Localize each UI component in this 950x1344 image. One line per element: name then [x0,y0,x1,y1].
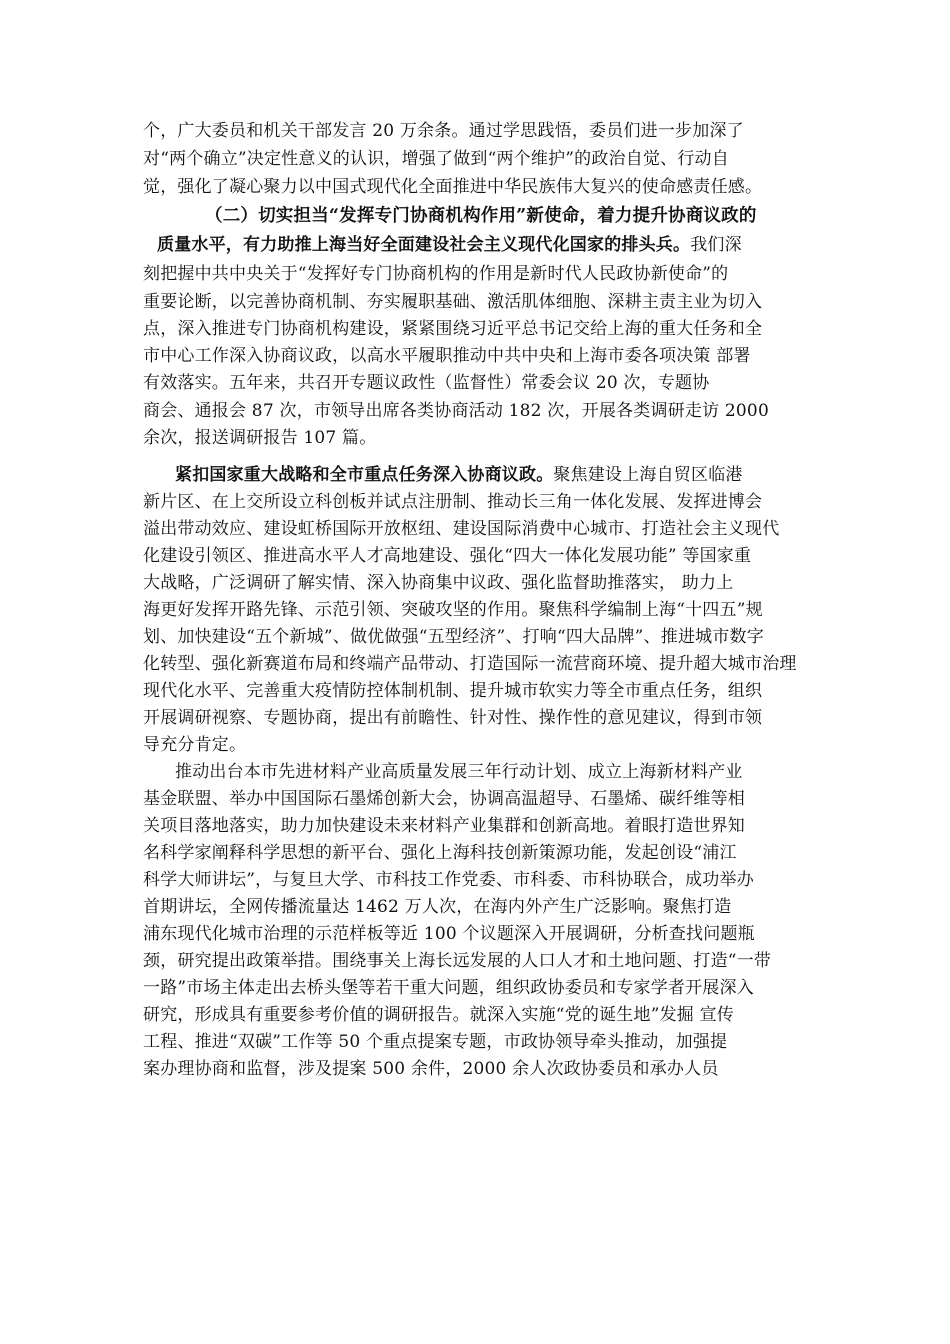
text-line: 现代化水平、完善重大疫情防控体制机制、提升城市软实力等全市重点任务，组织 [143,681,763,701]
text-line: 市中心工作深入协商议政，以高水平履职推动中共中央和上海市委各项决策 部署 [143,346,751,366]
text-line: 商会、通报会 87 次，市领导出席各类协商活动 182 次，开展各类调研走访 2000 [143,401,769,421]
text-line: 名科学家阐释科学思想的新平台、强化上海科技创新策源功能，发起创设“浦江 [143,843,737,863]
text-line: 海更好发挥开路先锋、示范引领、突破攻坚的作用。聚焦科学编制上海“十四五”规 [143,600,763,620]
text-line: 余次，报送调研报告 107 篇。 [143,428,377,448]
text-line: 开展调研视察、专题协商，提出有前瞻性、针对性、操作性的意见建议，得到市领 [143,708,763,728]
text-line: 关项目落地落实，助力加快建设未来材料产业集群和创新高地。着眼打造世界知 [143,816,745,836]
text-line: 重要论断，以完善协商机制、夯实履职基础、激活肌体细胞、深耕主责主业为切入 [143,292,763,312]
text-line: 导充分肯定。 [143,735,247,755]
text-line: 工程、推进“双碳”工作等 50 个重点提案专题，市政协领导牵头推动，加强提 [143,1032,728,1052]
text-line: 觉，强化了凝心聚力以中国式现代化全面推进中华民族伟大复兴的使命感责任感。 [143,177,763,197]
text-line: 有效落实。五年来，共召开专题议政性（监督性）常委会议 20 次，专题协 [143,373,710,393]
paragraph-start-text: 我们深 [690,235,742,255]
section-heading: （二）切实担当“发挥专门协商机构作用”新使命，着力提升协商议政的 [205,206,757,226]
text-line: 化转型、强化新赛道布局和终端产品带动、打造国际一流营商环境、提升超大城市治理 [143,654,797,674]
section-heading-continued [157,232,742,258]
paragraph-start-text: 聚焦建设上海自贸区临港 [553,465,743,485]
text-line: 新片区、在上交所设立科创板并试点注册制、推动长三角一体化发展、发挥进博会 [143,492,763,512]
text-line: 点，深入推进专门协商机构建设，紧紧围绕习近平总书记交给上海的重大任务和全 [143,319,763,339]
paragraph-lead-line [175,462,743,488]
text-line: 案办理协商和监督，涉及提案 500 余件，2000 余人次政协委员和承办人员 [143,1059,719,1079]
text-line: 化建设引领区、推进高水平人才高地建设、强化“四大一体化发展功能” 等国家重 [143,546,752,566]
text-line: 大战略，广泛调研了解实情、深入协商集中议政、强化监督助推落实， 助力上 [143,573,734,593]
text-line: 溢出带动效应、建设虹桥国际开放枢纽、建设国际消费中心城市、打造社会主义现代 [143,519,780,539]
text-line: 刻把握中共中央关于“发挥好专门协商机构的作用是新时代人民政协新使命”的 [143,264,729,284]
paragraph-heading: 紧扣国家重大战略和全市重点任务深入协商议政。 [175,465,554,485]
text-line: 对“两个确立”决定性意义的认识，增强了做到“两个维护”的政治自觉、行动自 [143,149,729,169]
text-line: 首期讲坛，全网传播流量达 1462 万人次，在海内外产生广泛影响。聚焦打造 [143,897,732,917]
section-heading-text: 质量水平，有力助推上海当好全面建设社会主义现代化国家的排头兵。 [157,235,691,255]
text-line: 研究，形成具有重要参考价值的调研报告。就深入实施“党的诞生地”发掘 宣传 [143,1005,734,1025]
text-line: 基金联盟、举办中国国际石墨烯创新大会，协调高温超导、石墨烯、碳纤维等相 [143,789,745,809]
text-line: 浦东现代化城市治理的示范样板等近 100 个议题深入开展调研，分析查找问题瓶 [143,924,755,944]
text-line: 个，广大委员和机关干部发言 20 万余条。通过学思践悟，委员们进一步加深了 [143,121,744,141]
text-line: 一路”市场主体走出去桥头堡等若干重大问题，组织政协委员和专家学者开展深入 [143,978,754,998]
text-line: 颈，研究提出政策举措。围绕事关上海长远发展的人口人才和土地问题、打造“一带 [143,951,772,971]
text-line: 科学大师讲坛”，与复旦大学、市科技工作党委、市科委、市科协联合，成功举办 [143,870,754,890]
text-line: 推动出台本市先进材料产业高质量发展三年行动计划、成立上海新材料产业 [175,762,743,782]
text-line: 划、加快建设“五个新城”、做优做强“五型经济”、打响“四大品牌”、推进城市数字 [143,627,764,647]
